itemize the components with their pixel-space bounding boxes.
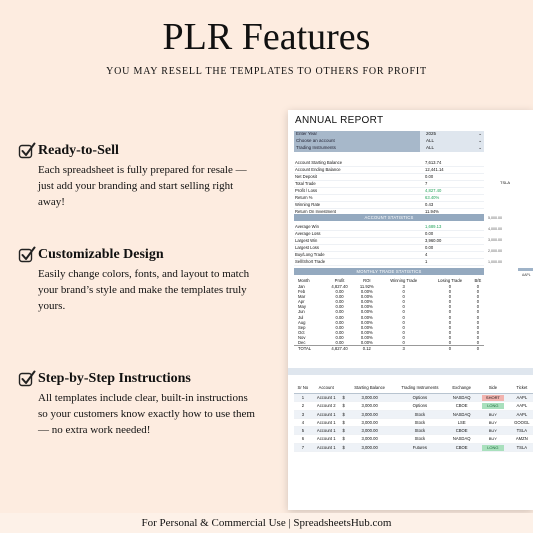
filter-year xyxy=(294,131,484,138)
chevron-down-icon: ⌄ xyxy=(478,138,482,143)
table-cell: 0.00% xyxy=(360,319,373,325)
table-cell xyxy=(476,443,510,451)
monthly-statistics-header: MONTHLY TRADE STATISTICS xyxy=(294,268,484,275)
table-cell: AAPL xyxy=(510,394,533,402)
table-cell: 0 xyxy=(402,334,405,340)
table-cell: Account 1 xyxy=(312,418,341,426)
feature-description: All templates include clear, built-in instructions so your customers know exactly how to use them — no extra work needed! xyxy=(38,392,255,436)
table-cell: 3,000.00 xyxy=(347,410,393,418)
stat-label: Largest Win xyxy=(295,238,318,243)
table-cell: Account 2 xyxy=(312,402,341,410)
sheet-title: ANNUAL REPORT xyxy=(295,115,384,126)
y-tick-label: 4,000.00 xyxy=(488,227,502,231)
table-cell: 0 xyxy=(428,346,472,352)
side-badge: BUY xyxy=(488,419,497,425)
table-cell: Options xyxy=(393,402,448,410)
table-cell: 0 xyxy=(402,319,405,325)
table-cell: 0 xyxy=(448,284,452,289)
table-row xyxy=(294,394,533,402)
summary-row xyxy=(294,160,484,167)
stat-label: Sell/Short Trade xyxy=(295,259,326,264)
table-cell: 0.00% xyxy=(360,309,373,315)
table-cell xyxy=(476,410,510,418)
side-badge: SHORT xyxy=(482,395,504,401)
stat-row xyxy=(294,259,484,266)
table-cell: 0 xyxy=(448,314,452,320)
checkmark-icon xyxy=(18,370,36,388)
table-cell: Sep xyxy=(298,324,306,330)
table-cell: $ xyxy=(342,444,345,450)
table-cell: Account 1 xyxy=(312,427,341,435)
table-cell xyxy=(476,418,510,426)
table-cell: 7 xyxy=(294,443,312,451)
stat-value: 3,960.00 xyxy=(425,238,442,243)
table-cell: 0 xyxy=(476,329,480,335)
table-cell: $ xyxy=(342,411,345,417)
stat-value: 0.00 xyxy=(425,245,434,250)
table-cell: 0 xyxy=(448,334,452,340)
table-cell: 3,000.00 xyxy=(347,443,393,451)
y-tick-label: 1,000.00 xyxy=(488,260,502,264)
table-cell: Jun xyxy=(298,309,305,315)
stat-label: Average Loss xyxy=(295,231,321,236)
table-cell: TSLA xyxy=(510,443,533,451)
summary-row xyxy=(294,181,484,188)
table-cell: Stock xyxy=(393,435,448,443)
column-header: Sr No xyxy=(294,381,312,394)
table-cell: 0 xyxy=(448,289,452,295)
table-cell: $ xyxy=(342,428,345,434)
table-cell: Account 1 xyxy=(312,410,341,418)
table-cell: 11.92% xyxy=(359,284,374,289)
table-row xyxy=(294,443,533,451)
filter-value: 2025 xyxy=(426,131,437,136)
table-cell: 0 xyxy=(448,294,452,300)
table-cell xyxy=(476,435,510,443)
filter-label: Trading Instruments xyxy=(294,145,420,152)
table-cell: Nov xyxy=(298,334,306,340)
summary-value: 4,827.40 xyxy=(425,188,442,193)
table-cell: 3 xyxy=(294,410,312,418)
table-cell: 0 xyxy=(476,334,480,340)
table-cell: 0 xyxy=(448,304,452,310)
summary-row xyxy=(294,188,484,195)
stat-row xyxy=(294,252,484,259)
table-cell: AMZN xyxy=(510,435,533,443)
table-cell: Futures xyxy=(393,443,448,451)
side-badge: LONG xyxy=(482,445,504,451)
table-cell: 0 xyxy=(448,299,452,305)
table-cell: 0.00 xyxy=(335,299,344,305)
table-cell: TOTAL xyxy=(294,346,325,352)
table-cell: Oct xyxy=(298,329,305,335)
table-cell: May xyxy=(298,304,306,310)
chart-bar xyxy=(518,268,533,271)
table-row xyxy=(294,410,533,418)
table-cell: TSLA xyxy=(510,427,533,435)
table-cell: 4 xyxy=(294,418,312,426)
table-cell: Account 1 xyxy=(312,435,341,443)
table-cell: 0 xyxy=(476,284,480,289)
feature-description: Easily change colors, fonts, and layout to match your brand’s style and make the templates truly yours. xyxy=(38,268,250,312)
table-cell: 0 xyxy=(448,319,452,325)
table-cell: 0 xyxy=(476,294,480,300)
table-cell: AAPL xyxy=(510,402,533,410)
side-badge: BUY xyxy=(488,436,497,442)
filter-instrument xyxy=(294,145,484,152)
y-tick-label: 2,000.00 xyxy=(488,249,502,253)
table-cell: 0.12 xyxy=(354,346,379,352)
stat-row xyxy=(294,224,484,231)
table-cell: 3,000.00 xyxy=(347,427,393,435)
table-cell: $ xyxy=(342,395,345,400)
column-header: Ticket xyxy=(510,381,533,394)
footer-note: For Personal & Commercial Use | SpreadsheetsHub.com xyxy=(0,513,533,533)
table-cell: 0.00 xyxy=(335,314,344,320)
column-header: Side xyxy=(476,381,510,394)
table-row xyxy=(294,402,533,410)
stat-row xyxy=(294,238,484,245)
table-cell: AAPL xyxy=(510,410,533,418)
table-cell: GOOGL xyxy=(510,418,533,426)
column-header: Account xyxy=(312,381,341,394)
year-dropdown[interactable] xyxy=(420,131,484,138)
table-cell: 0.00 xyxy=(335,289,344,295)
column-header: Exchange xyxy=(447,381,476,394)
table-cell: 0 xyxy=(476,309,480,315)
table-cell: CBOE xyxy=(447,402,476,410)
table-cell: NASDAQ xyxy=(447,435,476,443)
side-badge: BUY xyxy=(488,411,497,417)
column-header: Starting Balance xyxy=(347,381,393,394)
table-cell: 0 xyxy=(402,304,405,310)
feature-title: Ready-to-Sell xyxy=(38,143,119,158)
summary-label: Total Trade xyxy=(295,181,316,186)
column-header: Trading Instruments xyxy=(393,381,448,394)
summary-value: 11.94% xyxy=(425,209,439,214)
stat-value: 1 xyxy=(425,259,428,264)
stat-value: 1,689.13 xyxy=(425,224,442,229)
summary-value: 63.40% xyxy=(425,195,440,200)
bar-label: AAPL xyxy=(522,273,531,277)
table-cell: 0.00 xyxy=(335,329,344,335)
table-cell: 0 xyxy=(476,304,480,310)
table-cell: Stock xyxy=(393,418,448,426)
table-cell: 0 xyxy=(402,340,405,346)
table-cell: CBOE xyxy=(447,443,476,451)
table-cell: 0 xyxy=(448,340,452,346)
report-filters xyxy=(294,131,484,152)
trade-log-table xyxy=(294,381,533,452)
table-cell: 4,827.40 xyxy=(331,284,348,289)
stat-row xyxy=(294,245,484,252)
table-cell: 2 xyxy=(294,402,312,410)
feature-title: Customizable Design xyxy=(38,247,164,262)
stat-value: 4 xyxy=(425,252,428,257)
table-cell: 3,000.00 xyxy=(347,402,393,410)
table-cell: CBOE xyxy=(447,427,476,435)
table-cell: 0.00% xyxy=(360,314,373,320)
summary-label: Return On Investment xyxy=(295,209,336,214)
table-cell: 0.00% xyxy=(360,340,373,346)
summary-label: Winning Rate xyxy=(295,202,321,207)
summary-value: 0.43 xyxy=(425,202,434,207)
table-cell: 0 xyxy=(476,289,480,295)
table-cell: Account 1 xyxy=(312,394,341,402)
filter-value: ALL xyxy=(426,138,435,143)
column-header: Winning Trade xyxy=(390,278,418,283)
trade-log-header-bar xyxy=(288,368,533,375)
summary-label: Return % xyxy=(295,195,313,200)
checkmark-icon xyxy=(18,246,36,264)
feature-description: Each spreadsheet is fully prepared for resale — just add your branding and start selling right away! xyxy=(38,164,247,208)
table-cell: Mar xyxy=(298,294,306,300)
table-cell: 0.00 xyxy=(335,319,344,325)
table-cell: 0 xyxy=(448,329,452,335)
column-header: B/E xyxy=(474,278,482,283)
monthly-statistics-table xyxy=(294,278,484,351)
column-header: Month xyxy=(298,278,310,283)
summary-row xyxy=(294,167,484,174)
table-cell: 0.00% xyxy=(360,299,373,305)
table-cell: Feb xyxy=(298,289,306,295)
table-cell: NASDAQ xyxy=(447,394,476,402)
stat-label: Average Win xyxy=(295,224,319,229)
table-cell: 0.00% xyxy=(360,334,373,340)
table-cell: 0 xyxy=(402,324,405,330)
table-cell: 0.00% xyxy=(360,324,373,330)
chevron-down-icon: ⌄ xyxy=(478,131,482,136)
table-cell: 0 xyxy=(476,324,480,330)
side-badge: LONG xyxy=(482,403,504,409)
table-cell: 3 xyxy=(379,346,428,352)
table-cell: Jan xyxy=(298,284,305,289)
table-cell: 0 xyxy=(402,289,405,295)
table-cell: 3 xyxy=(402,284,405,289)
summary-row xyxy=(294,195,484,202)
table-cell: 0.00 xyxy=(335,309,344,315)
page-title: PLR Features xyxy=(162,16,371,58)
table-cell: Stock xyxy=(393,410,448,418)
table-cell: LSE xyxy=(447,418,476,426)
table-cell: Options xyxy=(393,394,448,402)
table-cell: 6 xyxy=(294,435,312,443)
stat-label: Largest Loss xyxy=(295,245,319,250)
table-cell: 0 xyxy=(476,299,480,305)
table-cell xyxy=(476,427,510,435)
column-header: Profit xyxy=(334,278,345,283)
account-statistics xyxy=(294,224,484,266)
account-summary xyxy=(294,160,484,216)
page-subtitle: YOU MAY RESELL THE TEMPLATES TO OTHERS FOR PROFIT xyxy=(106,66,427,77)
side-badge: BUY xyxy=(488,428,497,434)
summary-value: 7 xyxy=(425,181,428,186)
table-cell: $ xyxy=(342,436,345,442)
table-cell: 0 xyxy=(448,324,452,330)
table-cell: 0 xyxy=(448,309,452,315)
table-cell: 0 xyxy=(476,340,480,346)
table-cell: 4,827.40 xyxy=(325,346,354,352)
table-row xyxy=(294,435,533,443)
account-dropdown[interactable] xyxy=(420,138,484,145)
table-row xyxy=(294,427,533,435)
table-cell: Dec xyxy=(298,340,306,346)
feature-title: Step-by-Step Instructions xyxy=(38,371,191,386)
table-cell: Account 1 xyxy=(312,443,341,451)
y-tick-label: 5,000.00 xyxy=(488,216,502,220)
checkmark-icon xyxy=(18,142,36,160)
table-cell: 0.00 xyxy=(335,340,344,346)
table-cell: Jul xyxy=(298,314,304,320)
stat-label: Buy/Long Trade xyxy=(295,252,325,257)
table-cell: 0 xyxy=(472,346,484,352)
table-cell: 0.00 xyxy=(335,304,344,310)
table-cell: $ xyxy=(342,403,345,409)
table-cell xyxy=(476,402,510,410)
filter-label: Choose an account xyxy=(294,138,420,145)
table-cell: Aug xyxy=(298,319,306,325)
table-cell: 0 xyxy=(402,294,405,300)
summary-row xyxy=(294,174,484,181)
table-cell: $ xyxy=(342,419,345,425)
table-cell: 0.00% xyxy=(360,294,373,300)
instrument-dropdown[interactable] xyxy=(420,145,484,152)
table-cell: 0 xyxy=(402,309,405,315)
table-header-row xyxy=(294,381,533,394)
summary-value: 0.00 xyxy=(425,174,434,179)
summary-label: Account Starting Balance xyxy=(295,160,343,165)
table-cell: NASDAQ xyxy=(447,410,476,418)
column-header: Losing Trade xyxy=(437,278,463,283)
summary-label: Profit / Loss xyxy=(295,188,318,193)
table-cell: 0.00 xyxy=(335,334,344,340)
summary-row xyxy=(294,202,484,209)
filter-account xyxy=(294,138,484,145)
table-row xyxy=(294,346,484,352)
table-cell: 0.00% xyxy=(360,329,373,335)
table-cell: 0 xyxy=(402,329,405,335)
column-header: ROI xyxy=(363,278,371,283)
table-row xyxy=(294,418,533,426)
table-cell: 5 xyxy=(294,427,312,435)
balance-chart xyxy=(484,176,533,366)
y-tick-label: 3,000.00 xyxy=(488,238,502,242)
table-cell: 0 xyxy=(476,314,480,320)
table-cell: 0 xyxy=(402,314,405,320)
chevron-down-icon: ⌄ xyxy=(478,145,482,150)
stat-value: 0.00 xyxy=(425,231,434,236)
table-cell: 0.00% xyxy=(360,289,373,295)
summary-label: Account Ending Balance xyxy=(295,167,341,172)
chart-legend: TSLA xyxy=(500,180,511,185)
table-cell: 3,000.00 xyxy=(347,394,393,402)
filter-value: ALL xyxy=(426,145,435,150)
table-cell: 0 xyxy=(476,319,480,325)
table-cell: Stock xyxy=(393,427,448,435)
summary-value: 7,613.74 xyxy=(425,160,442,165)
table-cell: 0.00 xyxy=(335,294,344,300)
table-cell: Apr xyxy=(298,299,305,305)
account-statistics-header: ACCOUNT STATISTICS xyxy=(294,214,484,221)
stat-row xyxy=(294,231,484,238)
summary-label: Net Deposit xyxy=(295,174,317,179)
table-cell: 0.00% xyxy=(360,304,373,310)
table-cell: 3,000.00 xyxy=(347,418,393,426)
table-cell xyxy=(476,394,510,402)
table-cell: 0.00 xyxy=(335,324,344,330)
table-cell: 0 xyxy=(402,299,405,305)
table-cell: 3,000.00 xyxy=(347,435,393,443)
table-cell: 1 xyxy=(294,394,312,402)
summary-value: 12,441.14 xyxy=(425,167,444,172)
spreadsheet-preview xyxy=(288,110,533,510)
filter-label: Enter Year xyxy=(294,131,420,138)
